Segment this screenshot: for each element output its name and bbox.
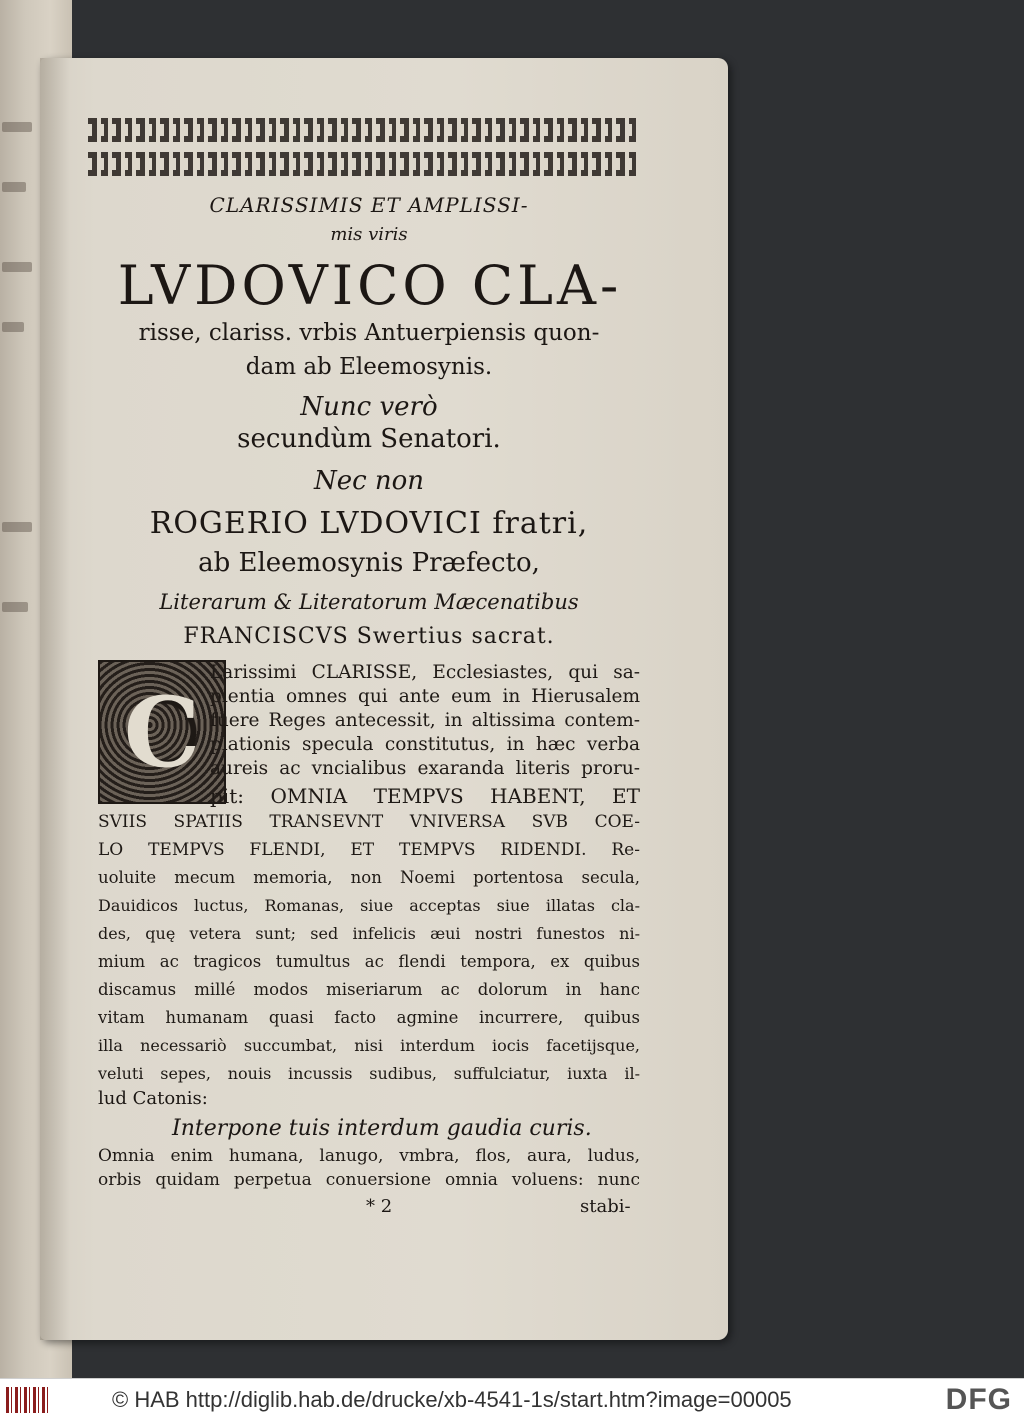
dedication-line-1: CLARISSIMIS ET AMPLISSI-: [209, 193, 529, 217]
body-line: discamus millé modos miseriarum ac dolorum in hanc: [98, 980, 640, 999]
dedication-line-10: ab Eleemosynis Præfecto,: [198, 548, 540, 578]
body-line: Dauidicos luctus, Romanas, siue acceptas siue illatas cla-: [98, 896, 640, 915]
dedicatee-name-2: ROGERIO LVDOVICI fratri,: [149, 506, 589, 541]
body-line: pit: OMNIA TEMPVS HABENT, ET: [210, 784, 640, 808]
dedication-line-2: mis viris: [330, 224, 408, 245]
dedication-line-4: risse, clariss. vrbis Antuerpiensis quon-: [138, 320, 600, 346]
body-line: orbis quidam perpetua conuersione omnia voluens: nunc: [98, 1170, 640, 1190]
dedication-line-5: dam ab Eleemosynis.: [245, 354, 493, 380]
dfg-logo: DFG: [945, 1383, 1012, 1416]
hab-barcode-logo: [6, 1387, 48, 1413]
body-line: plationis specula constitutus, in hæc verba: [210, 734, 640, 755]
ornament-border-bottom: [88, 152, 638, 176]
dedication-line-6: Nunc verò: [300, 392, 438, 422]
copyright-link[interactable]: © HAB http://diglib.hab.de/drucke/xb-4541-1s/start.htm?image=00005: [112, 1387, 792, 1412]
initial-letter: C: [123, 675, 201, 789]
body-line: pientia omnes qui ante eum in Hierusalem: [210, 686, 640, 707]
body-line: lud Catonis:: [98, 1088, 208, 1109]
body-line: vitam humanam quasi facto agmine incurrere, quibus: [98, 1008, 640, 1027]
body-line: uoluite mecum memoria, non Noemi portentosa secula,: [98, 868, 640, 887]
dedicatee-name-1: LVDOVICO CLA-: [117, 254, 623, 317]
body-line: mium ac tragicos tumultus ac flendi tempora, ex quibus: [98, 952, 640, 971]
body-line: Omnia enim humana, lanugo, vmbra, flos, aura, ludus,: [98, 1146, 640, 1166]
viewer-footer: [0, 1378, 1024, 1420]
dedication-line-11: Literarum & Literatorum Mæcenatibus: [159, 590, 579, 614]
dedication-line-8: Nec non: [313, 466, 425, 496]
signature-mark: * 2: [366, 1196, 393, 1217]
catchword: stabi-: [580, 1196, 631, 1217]
catonis-quote: Interpone tuis interdum gaudia curis.: [172, 1116, 592, 1141]
page-spine-shadow: [40, 58, 70, 1340]
body-line: Larissimi CLARISSE, Ecclesiastes, qui sa-: [210, 662, 640, 683]
dedication-line-7: secundùm Senatori.: [237, 424, 501, 454]
body-line: veluti sepes, nouis incussis sudibus, suffulciatur, iuxta il-: [98, 1064, 640, 1083]
body-line: fuere Reges antecessit, in altissima contem-: [210, 710, 640, 731]
body-line: SVIIS SPATIIS TRANSEVNT VNIVERSA SVB COE-: [98, 812, 640, 832]
body-line: illa necessariò succumbat, nisi interdum iocis facetijsque,: [98, 1036, 640, 1055]
body-line: aureis ac vncialibus exaranda literis proru-: [210, 758, 640, 779]
ornament-border-top: [88, 118, 638, 142]
body-line: des, quę vetera sunt; sed infelicis æui nostri funestos ni-: [98, 924, 640, 943]
body-line: LO TEMPVS FLENDI, ET TEMPVS RIDENDI. Re-: [98, 840, 640, 860]
dedication-author-line: FRANCISCVS Swertius sacrat.: [183, 624, 555, 649]
decorated-initial: [98, 660, 226, 804]
